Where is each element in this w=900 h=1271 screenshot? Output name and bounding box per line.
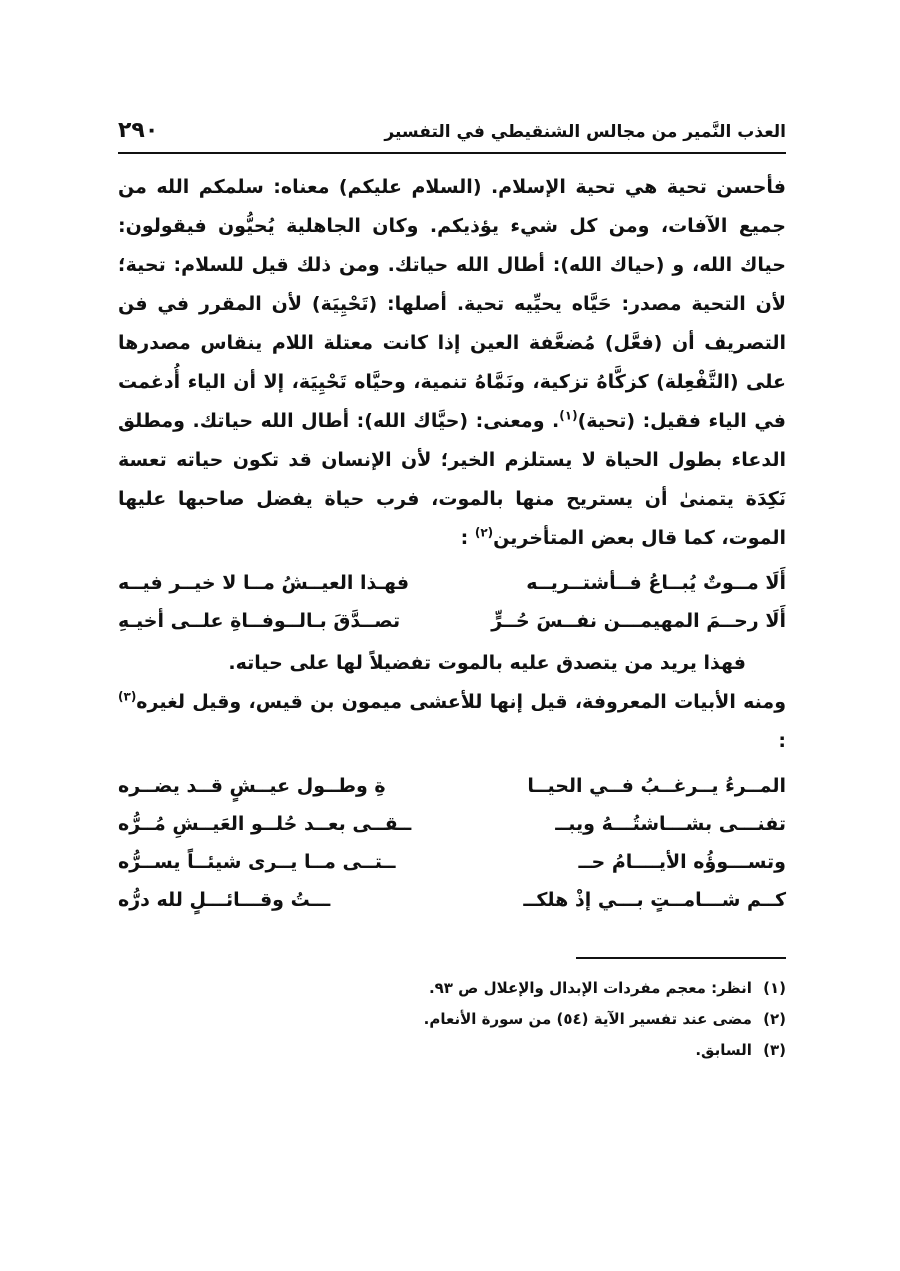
- footnote-separator: [576, 957, 786, 959]
- paragraph: [118, 168, 786, 558]
- footnote-number: (٢): [763, 1010, 786, 1028]
- book-page: [118, 118, 786, 1066]
- main-text: [118, 168, 786, 919]
- verse-line: [118, 843, 786, 881]
- footnote-number: (٣): [763, 1041, 786, 1059]
- poem-block: [118, 564, 786, 640]
- footnote: [118, 1035, 786, 1066]
- paragraph-text: فأحسن تحية هي تحية الإسلام. (السلام عليكم) معناه: سلمكم الله من جميع الآفات، ومن كل شيء يؤذيكم. وكان الجاهلية يُحيُّون فيقولون: حياك الله، و (حياك الله): أطال الله حياتك. ومن ذلك قيل للسلام: تحية؛ لأن التحية مصدر: حَيَّاه يحيِّيه تحية. أصلها: (تَحْيِيَة) لأن المقرر في فن التصريف أن (فعَّل) مُضعَّفة العين إذا كانت معتلة اللام ينقاس مصدرها على (التَّفْعِلة) كزكَّاهُ تزكية، ونَمَّاهُ تنمية، وحيَّاه تَحْيِيَة، إلا أن الياء أُدغمت في الياء فقيل: (تحية): [118, 176, 786, 432]
- footnote-marker[interactable]: (٢): [474, 525, 494, 540]
- footnote-text: السابق.: [695, 1041, 752, 1059]
- footnote-text: مضى عند تفسير الآية (٥٤) من سورة الأنعام.: [423, 1010, 752, 1028]
- verse-line: [118, 564, 786, 602]
- footnotes: [118, 973, 786, 1066]
- verse-line: [118, 602, 786, 640]
- punctuation: :: [460, 527, 469, 549]
- verse-second-hemistich: ــقــى بعــد حُلــو العَيــشِ مُــرُّه: [118, 813, 412, 835]
- book-title: العذب النَّمير من مجالس الشنقيطي في التفسير: [384, 122, 786, 142]
- poem-block: [118, 767, 786, 919]
- verse-second-hemistich: فهـذا العيــشُ مــا لا خيــر فيــه: [118, 572, 410, 594]
- paragraph-text: ومنه الأبيات المعروفة، قيل إنها للأعشى ميمون بن قيس، وقيل لغيره: [136, 691, 786, 713]
- footnote-text: انظر: معجم مفردات الإبدال والإعلال ص ٩٣.: [428, 979, 752, 997]
- verse-second-hemistich: ةِ وطــول عيــشٍ قــد يضــره: [118, 775, 386, 797]
- punctuation: :: [778, 730, 786, 752]
- verse-second-hemistich: ـــتُ وقـــائـــلٍ لله درُّه: [118, 889, 331, 911]
- page-number: ٢٩٠: [118, 118, 159, 143]
- paragraph: [118, 683, 786, 761]
- verse-first-hemistich: كــم شـــامــتٍ بـــي إذْ هلكــ: [523, 889, 786, 911]
- verse-first-hemistich: وتســـوؤُه الأيــــامُ حــ: [578, 851, 786, 873]
- running-header: [118, 118, 786, 154]
- verse-first-hemistich: أَلَا مــوتٌ يُبــاعُ فــأشتــريــه: [526, 572, 786, 594]
- verse-second-hemistich: ــتــى مــا يــرى شيئــاً يســرُّه: [118, 851, 396, 873]
- footnote-marker[interactable]: (٣): [118, 689, 137, 704]
- verse-first-hemistich: أَلَا رحــمَ المهيمـــن نفــسَ حُــرٍّ: [491, 610, 786, 632]
- paragraph: فهذا يريد من يتصدق عليه بالموت تفضيلاً لها على حياته.: [228, 652, 746, 674]
- verse-line: [118, 881, 786, 919]
- paragraph-text: . ومعنى: (حيَّاك الله): أطال الله حياتك. ومطلق الدعاء بطول الحياة لا يستلزم الخير؛ لأن الإنسان قد تكون حياته تعسة نَكِدَة يتمنىٰ أن يستريح منها بالموت، فرب حياة يفضل صاحبها عليها الموت، كما قال بعض المتأخرين: [118, 410, 786, 549]
- verse-first-hemistich: المــرءُ يــرغــبُ فــي الحيــا: [527, 775, 786, 797]
- footnote-marker[interactable]: (١): [559, 408, 578, 423]
- verse-first-hemistich: تفنـــى بشـــاشتُـــهُ ويبــ: [555, 813, 786, 835]
- footnote: [118, 1004, 786, 1035]
- footnote-number: (١): [763, 979, 786, 997]
- verse-line: [118, 767, 786, 805]
- verse-line: [118, 805, 786, 843]
- footnote: [118, 973, 786, 1004]
- verse-second-hemistich: تصــدَّقَ بـالــوفــاةِ علــى أخيـهِ: [118, 610, 401, 632]
